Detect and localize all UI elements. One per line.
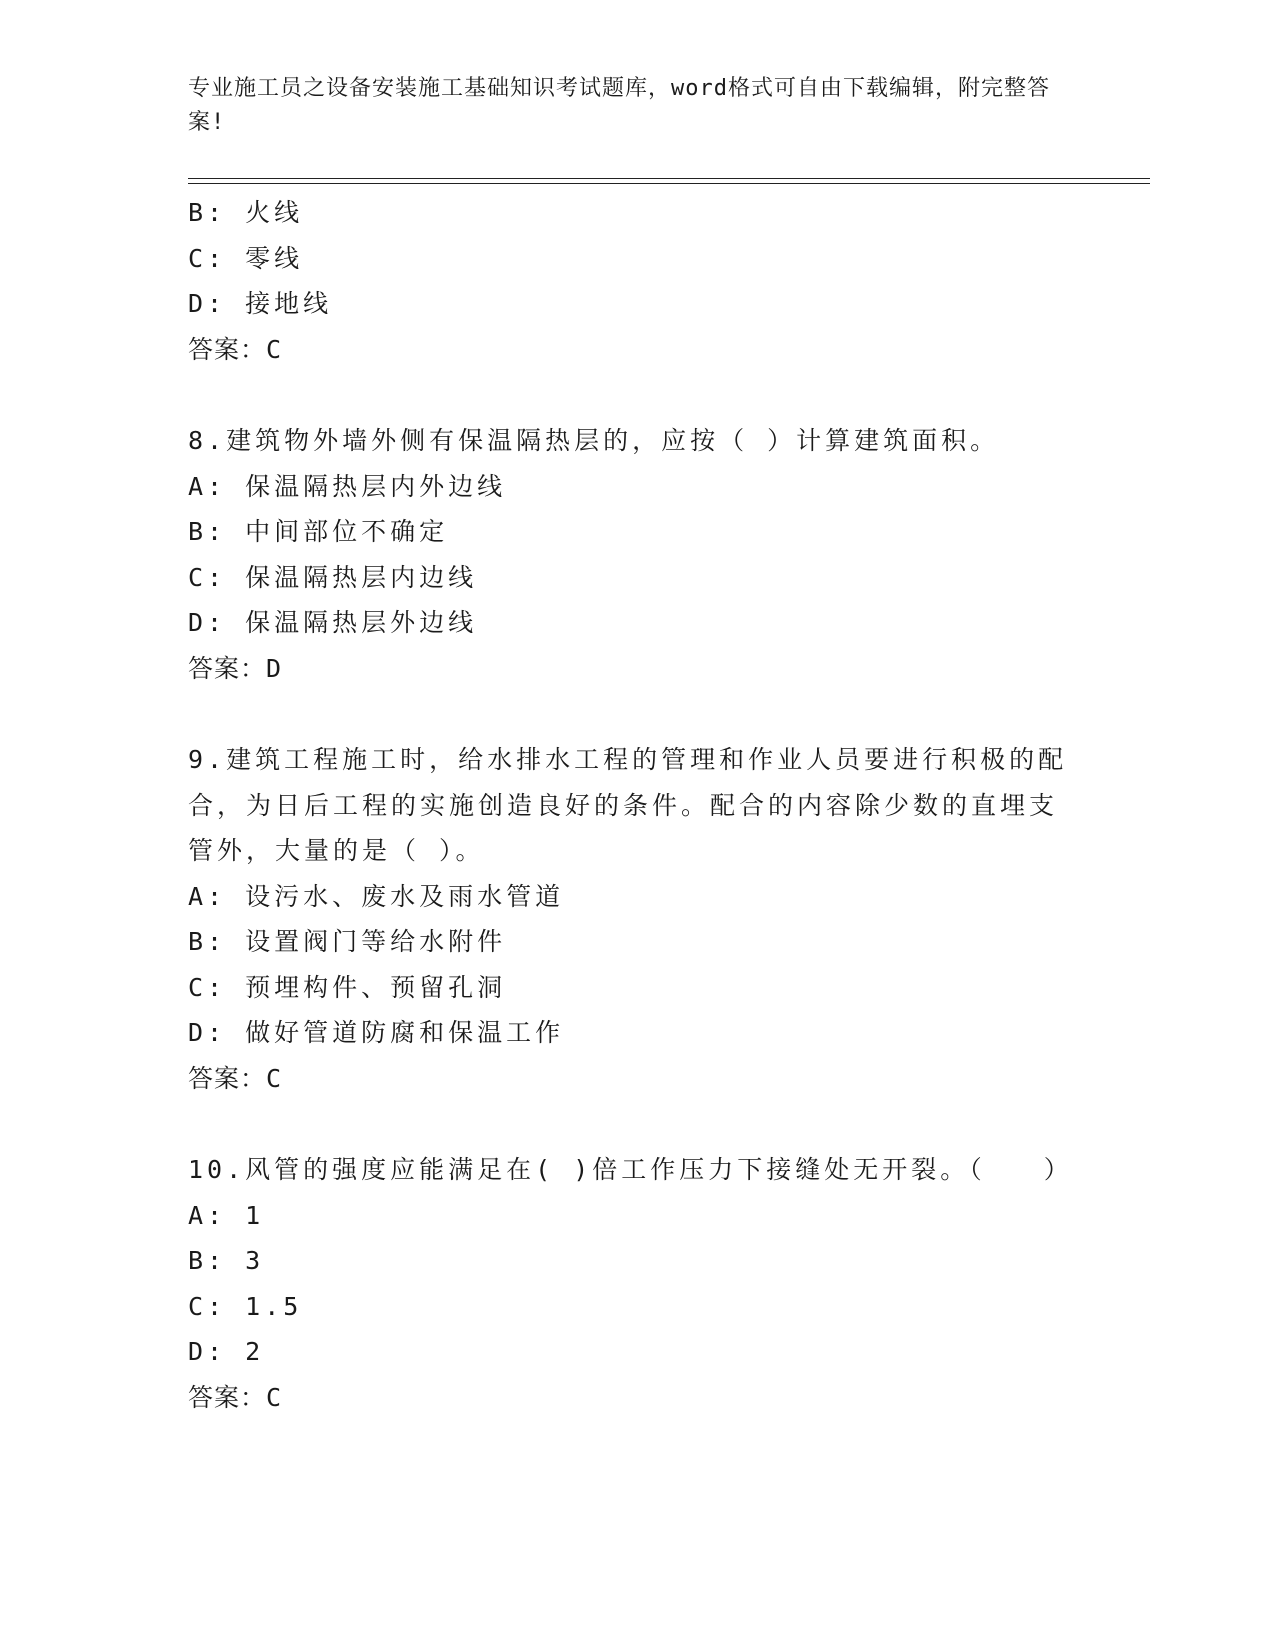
document-body <box>188 190 1073 1420</box>
option-d: D: 做好管道防腐和保温工作 <box>188 1018 565 1047</box>
option-d: D: 2 <box>188 1337 265 1366</box>
option-b: B: 设置阀门等给水附件 <box>188 927 507 956</box>
option-a: A: 1 <box>188 1200 265 1230</box>
header-rule-bottom <box>188 183 1150 184</box>
document-header: 专业施工员之设备安装施工基础知识考试题库，word格式可自由下载编辑，附完整答案! <box>188 76 1050 135</box>
answer: 答案：C <box>188 1382 283 1412</box>
option-a: A: 设污水、废水及雨水管道 <box>188 881 565 911</box>
spacer <box>188 1101 1068 1147</box>
answer: 答案：C <box>188 334 283 364</box>
option-d: D: 保温隔热层外边线 <box>188 608 478 637</box>
option-d: D: 接地线 <box>188 289 333 318</box>
option-c: C: 零线 <box>188 243 304 273</box>
question-text: 10.风管的强度应能满足在( )倍工作压力下接缝处无开裂。（ ） <box>188 1155 1073 1184</box>
option-b: B: 3 <box>188 1246 265 1275</box>
spacer <box>188 691 1068 737</box>
question-8 <box>188 418 1068 691</box>
answer: 答案：C <box>188 1063 283 1093</box>
spacer <box>188 372 1068 418</box>
option-c: C: 预埋构件、预留孔洞 <box>188 972 507 1002</box>
option-c: C: 保温隔热层内边线 <box>188 562 478 592</box>
question-text: 9.建筑工程施工时，给水排水工程的管理和作业人员要进行积极的配合，为日后工程的实施创造良好的条件。配合的内容除少数的直埋支管外，大量的是（ ）。 <box>188 745 1068 865</box>
question-text: 8.建筑物外墙外侧有保温隔热层的，应按（ ）计算建筑面积。 <box>188 426 1000 455</box>
option-a: A: 保温隔热层内外边线 <box>188 471 507 501</box>
header-rule-top <box>188 178 1150 179</box>
answer: 答案：D <box>188 653 283 683</box>
option-b: B: 火线 <box>188 198 304 227</box>
option-c: C: 1.5 <box>188 1291 303 1321</box>
question-7-tail <box>188 190 1068 372</box>
question-9 <box>188 737 1068 1101</box>
question-10 <box>188 1147 1073 1420</box>
option-b: B: 中间部位不确定 <box>188 517 449 546</box>
